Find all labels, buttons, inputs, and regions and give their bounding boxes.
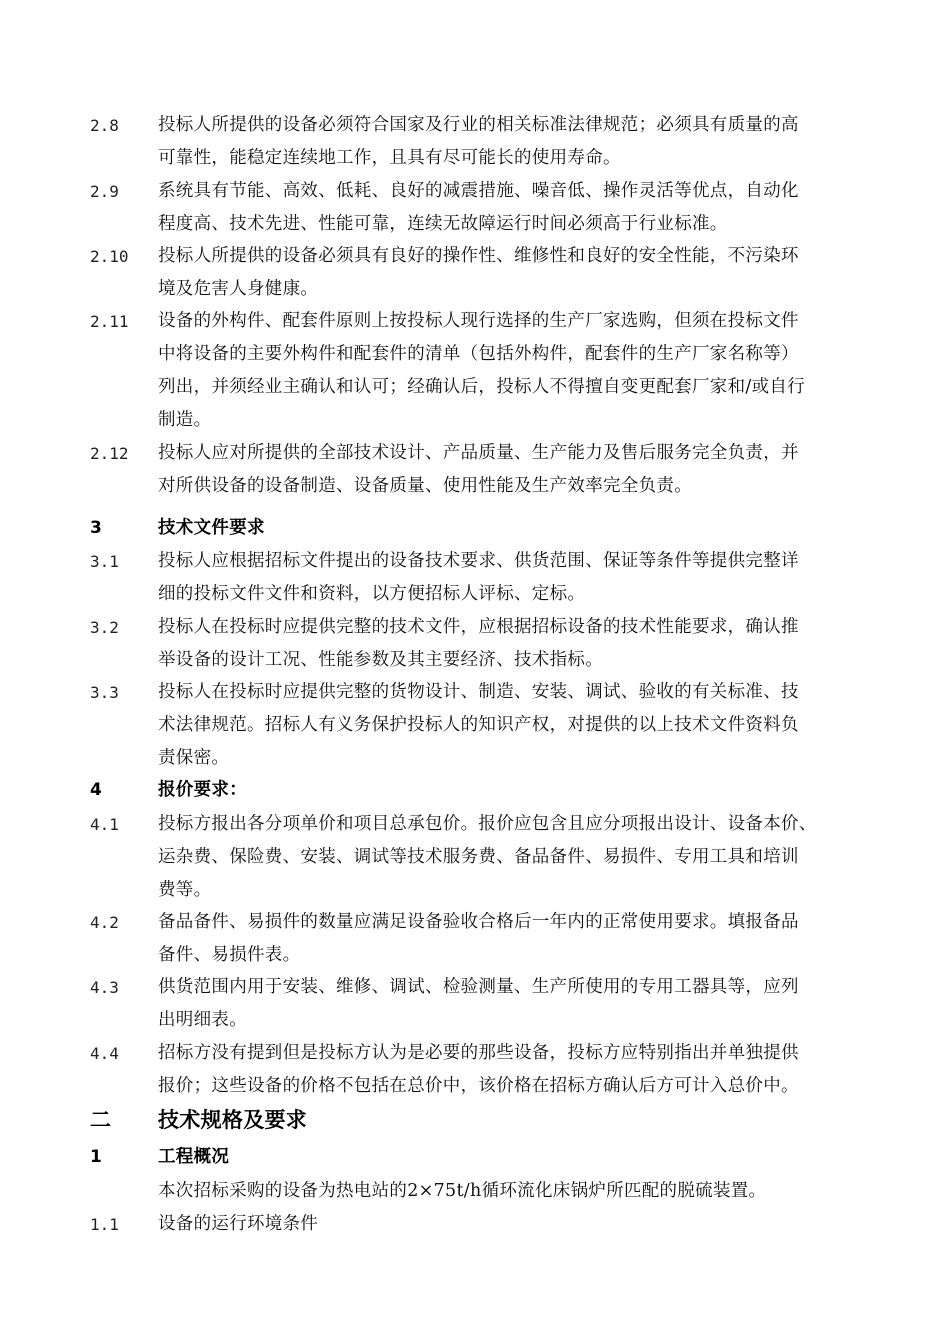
clause-number: 2.10	[90, 247, 129, 266]
section-number: 1	[90, 1147, 102, 1167]
clause-4-4	[90, 1037, 870, 1103]
clause-number: 2.8	[90, 116, 119, 135]
clause-number: 4.4	[90, 1044, 119, 1063]
section-title: 工程概况	[158, 1147, 230, 1167]
clause-2-11	[90, 305, 870, 437]
clause-number: 3.2	[90, 618, 119, 637]
clause-number: 4.3	[90, 978, 119, 997]
clause-text: 招标方没有提到但是投标方认为是必要的那些设备，投标方应特别指出并单独提供 报价；这些设备的价格不包括在总价中，该价格在招标方确认后方可计入总价中。	[158, 1043, 799, 1096]
clause-number: 2.11	[90, 312, 129, 331]
part-number: 二	[90, 1108, 111, 1132]
clause-2-12	[90, 437, 870, 503]
clause-3-1	[90, 545, 870, 611]
part-title: 技术规格及要求	[158, 1108, 308, 1132]
clause-text: 备品备件、易损件的数量应满足设备验收合格后一年内的正常使用要求。填报备品 备件、易损件表。	[158, 912, 799, 965]
clause-4-3	[90, 971, 870, 1037]
section-number: 3	[90, 518, 102, 538]
clause-text: 投标人在投标时应提供完整的货物设计、制造、安装、调试、验收的有关标准、技 术法律规范。招标人有义务保护投标人的知识产权，对提供的以上技术文件资料负 责保密。	[158, 682, 799, 768]
clause-number: 3.1	[90, 552, 119, 571]
clause-4-2	[90, 906, 870, 972]
section-1-heading	[90, 1141, 870, 1174]
clause-text: 投标方报出各分项单价和项目总承包价。报价应包含且应分项报出设计、设备本价、 运杂费、保险费、安装、调试等技术服务费、备品备件、易损件、专用工具和培训 费等。	[158, 814, 817, 900]
section-title: 技术文件要求	[158, 518, 265, 538]
clause-number: 4.1	[90, 815, 119, 834]
clause-3-2	[90, 611, 870, 677]
section-4-heading	[90, 774, 870, 807]
clause-text: 投标人所提供的设备必须符合国家及行业的相关标准法律规范；必须具有质量的高 可靠性，能稳定连续地工作，且具有尽可能长的使用寿命。	[158, 115, 799, 168]
clause-text: 供货范围内用于安装、维修、调试、检验测量、生产所使用的专用工器具等，应列 出明细表。	[158, 977, 799, 1030]
overview-paragraph: 本次招标采购的设备为热电站的2×75t/h循环流化床锅炉所匹配的脱硫装置。	[158, 1181, 767, 1201]
clause-2-8	[90, 109, 870, 175]
section-title: 报价要求：	[158, 780, 247, 800]
clause-text: 投标人应根据招标文件提出的设备技术要求、供货范围、保证等条件等提供完整详 细的投标文件文件和资料，以方便招标人评标、定标。	[158, 551, 799, 604]
part-two-heading	[90, 1104, 870, 1137]
clause-text: 设备的运行环境条件	[158, 1214, 319, 1234]
clause-text: 投标人所提供的设备必须具有良好的操作性、维修性和良好的安全性能，不污染环 境及危害人身健康。	[158, 246, 799, 299]
clause-1-1	[90, 1208, 870, 1241]
clause-number: 1.1	[90, 1215, 119, 1234]
clause-2-9	[90, 175, 870, 241]
section-number: 4	[90, 780, 102, 800]
clause-text: 投标人在投标时应提供完整的技术文件，应根据招标设备的技术性能要求，确认推 举设备的设计工况、性能参数及其主要经济、技术指标。	[158, 617, 799, 670]
clause-text: 投标人应对所提供的全部技术设计、产品质量、生产能力及售后服务完全负责，并 对所供设备的设备制造、设备质量、使用性能及生产效率完全负责。	[158, 443, 799, 496]
clause-number: 4.2	[90, 913, 119, 932]
clause-2-10	[90, 240, 870, 306]
clause-3-3	[90, 676, 870, 775]
clause-text: 系统具有节能、高效、低耗、良好的减震措施、噪音低、操作灵活等优点，自动化 程度高、技术先进、性能可靠，连续无故障运行时间必须高于行业标准。	[158, 181, 799, 234]
clause-number: 3.3	[90, 683, 119, 702]
clause-number: 2.12	[90, 444, 129, 463]
clause-4-1	[90, 808, 870, 907]
clause-number: 2.9	[90, 182, 119, 201]
clause-text: 设备的外构件、配套件原则上按投标人现行选择的生产厂家选购，但须在投标文件 中将设备的主要外构件和配套件的清单（包括外构件，配套件的生产厂家名称等） 列出，并须经业主确认和认可；经确认后，投标人不得擅自变更配套厂家和/或自行 制造。	[158, 311, 805, 430]
section-3-heading	[90, 512, 870, 545]
